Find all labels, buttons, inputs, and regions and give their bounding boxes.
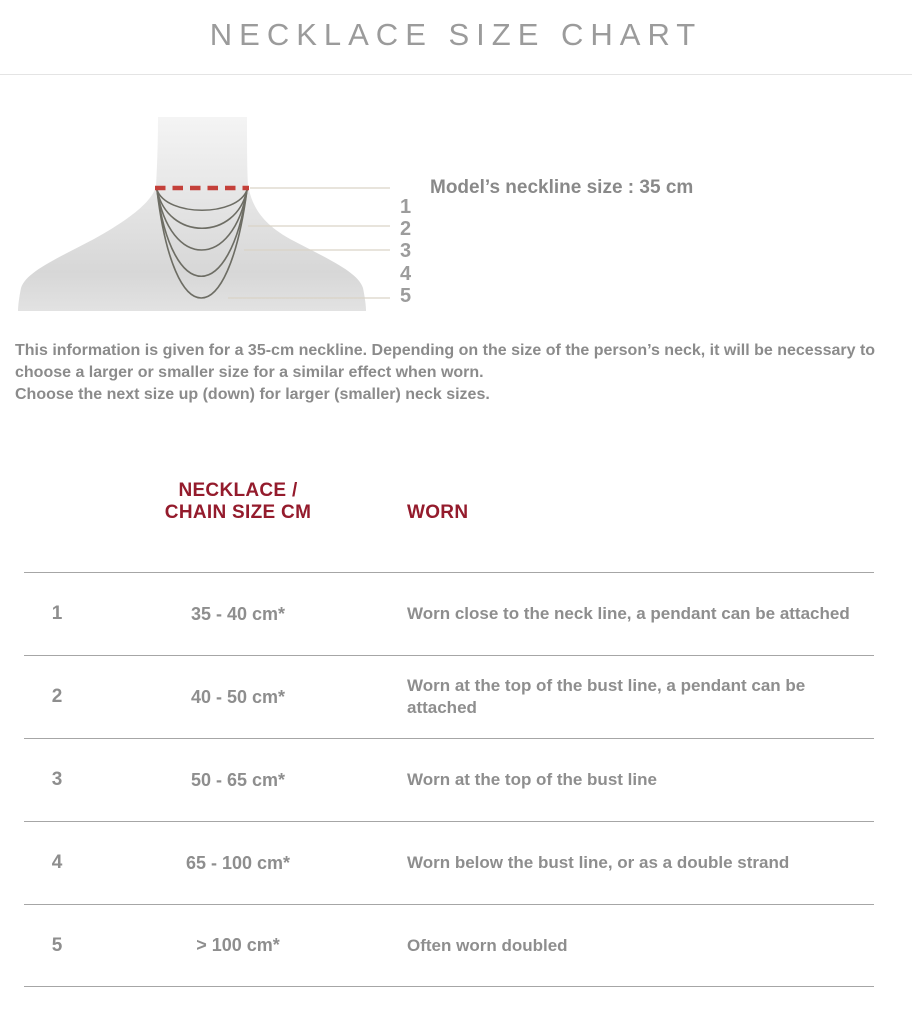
row-number: 1 [51,603,63,624]
row-size: 65 - 100 cm* [185,852,291,873]
table-row [24,821,874,904]
table-row [24,572,874,655]
row-worn: Often worn doubled [407,935,568,955]
row-size: 40 - 50 cm* [190,686,286,707]
header [0,0,912,75]
bust-illustration [0,113,395,318]
row-number: 5 [51,934,63,956]
row-worn: Worn at the top of the bust line, a pendant can be attached [407,676,806,717]
table-header-row [24,480,874,524]
diagram-size-label-1: 1 [400,196,412,218]
diagram-size-label-5: 5 [400,285,412,307]
table-row [24,904,874,987]
row-number: 2 [51,686,63,707]
table-row [24,655,874,738]
diagram-size-label-3: 3 [400,240,412,262]
row-size: 50 - 65 cm* [190,769,286,790]
page-title: NECKLACE SIZE CHART [209,17,703,52]
info-line-1: This information is given for a 35-cm neckline. Depending on the size of the person’s neck, it will be necessary to choose a larger or smaller size for a similar effect when worn. [15,342,876,381]
row-number: 3 [51,769,63,790]
info-paragraph [15,340,897,406]
necklace-length-diagram [0,113,912,318]
row-worn: Worn close to the neck line, a pendant can be attached [407,604,850,623]
info-line-2: Choose the next size up (down) for larger (smaller) neck sizes. [15,386,490,403]
row-number: 4 [51,852,63,873]
row-size: 35 - 40 cm* [190,603,286,624]
row-worn: Worn below the bust line, or as a double strand [407,853,790,872]
column-header-size: NECKLACE / CHAIN SIZE CM [164,480,312,523]
size-table [0,480,912,987]
diagram-size-label-4: 4 [400,263,412,285]
row-size: > 100 cm* [196,935,280,955]
row-worn: Worn at the top of the bust line [407,770,657,789]
table-row [24,738,874,821]
column-header-worn: WORN [407,502,469,523]
model-neckline-note: Model’s neckline size : 35 cm [430,177,694,198]
bust-silhouette [18,117,366,311]
diagram-size-label-2: 2 [400,218,412,240]
